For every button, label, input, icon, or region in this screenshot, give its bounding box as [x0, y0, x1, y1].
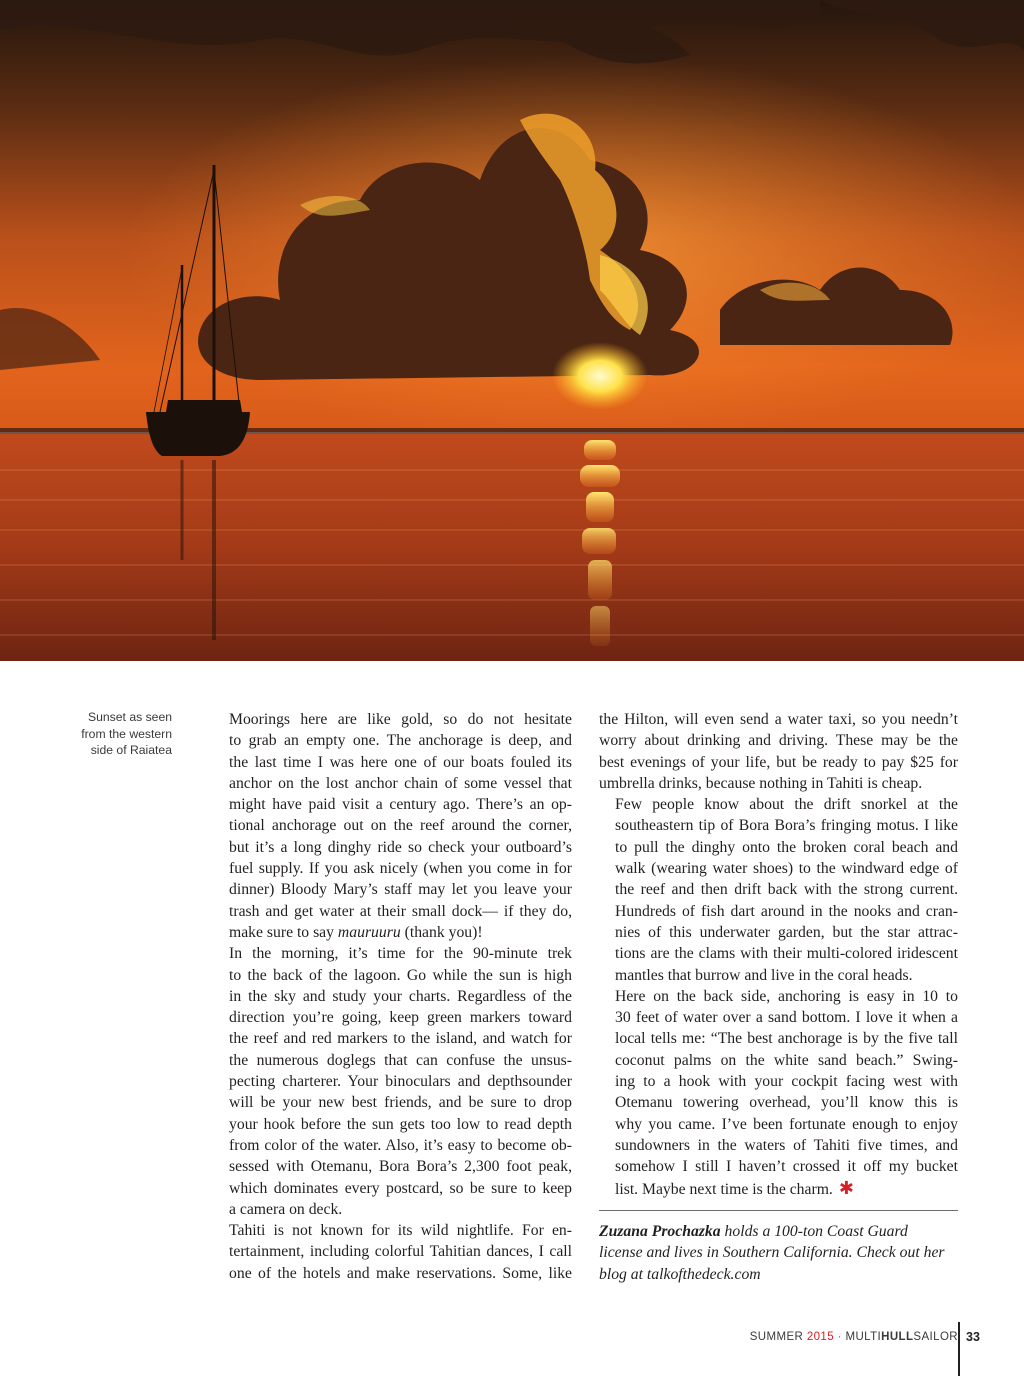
text-line: pecting charterer. Your binoculars and depthsounder — [229, 1073, 572, 1091]
text-line: best evenings of your life, but be ready to pay $25 for — [599, 753, 958, 771]
text-line: walk (wearing water shoes) to the windward edge of — [615, 860, 958, 878]
text-line: anchor on the lost anchor chain of some vessel that — [229, 774, 572, 792]
text-line: local tells me: “The best anchorage is by the five tall — [615, 1030, 958, 1048]
paragraph — [213, 709, 572, 943]
text-line: In the morning, it’s time for the 90-minute trek — [229, 945, 572, 963]
text-segment: (thank you)! — [404, 923, 483, 941]
text-line: which dominates every postcard, so be sure to keep — [229, 1179, 572, 1197]
text-line: worry about drinking and driving. These may be the — [599, 732, 958, 750]
text-line: one of the hotels and make reservations. Some, like — [229, 1264, 572, 1282]
caption-line: Sunset as seen — [87, 710, 172, 724]
text-line: why you came. I’ve been fortunate enough to enjoy — [615, 1115, 958, 1133]
text-line: tional anchorage out on the reef around the corner, — [229, 817, 572, 835]
text-line: umbrella drinks, because nothing in Tahiti is cheap. — [599, 774, 923, 792]
text-line: ing to a hook with your cockpit facing west with — [615, 1073, 958, 1091]
text-line — [213, 922, 572, 943]
bio-line — [599, 1221, 964, 1242]
text-line — [599, 1178, 958, 1200]
bio-line: license and lives in Southern California. Check out her — [599, 1244, 945, 1262]
text-line: the reef and then drift back with the strong current. — [615, 881, 958, 899]
text-segment: make sure to say — [229, 923, 334, 941]
text-segment: list. Maybe next time is the charm. — [615, 1180, 833, 1198]
paragraph — [599, 986, 958, 1200]
text-line: Hundreds of fish dart around in the nooks and cran- — [615, 902, 958, 920]
text-line: trash and get water at their small dock— if they do, — [229, 902, 572, 920]
page-number: 33 — [966, 1330, 980, 1344]
text-line: coconut palms on the white sand beach.” Swing- — [615, 1051, 958, 1069]
text-line: to the back of the lagoon. Go while the sun is high — [229, 966, 572, 984]
text-line: Here on the back side, anchoring is easy in 10 to — [615, 987, 958, 1005]
footer-separator: · — [837, 1331, 842, 1343]
text-line: the Hilton, will even send a water taxi, so you needn’t — [599, 711, 958, 728]
article-column-right — [599, 709, 958, 1200]
author-bio — [599, 1221, 964, 1285]
photo-caption — [40, 709, 172, 759]
footer-season: SUMMER — [749, 1331, 804, 1343]
italic-word: mauruuru — [337, 923, 401, 941]
bio-divider — [599, 1210, 958, 1211]
text-line: sundowners in the waters of Tahiti five times, and — [615, 1136, 958, 1154]
text-line: fuel supply. If you ask nicely (when you come in for — [229, 860, 572, 878]
text-line: Tahiti is not known for its wild nightlife. For en- — [229, 1222, 572, 1240]
text-line: your hook before the sun gets too low to read depth — [229, 1115, 572, 1133]
text-line: Otemanu towering overhead, you’ll know this is — [615, 1094, 958, 1112]
sun — [552, 342, 648, 410]
text-line: southeastern tip of Bora Bora’s fringing motus. I like — [615, 817, 958, 835]
footer-year: 2015 — [806, 1331, 835, 1343]
text-line: from color of the water. Also, it’s easy to become ob- — [229, 1136, 572, 1154]
text-line: in the sky and study your charts. Regardless of the — [229, 987, 572, 1005]
text-line: sessed with Otemanu, Bora Bora’s 2,300 foot peak, — [229, 1158, 572, 1176]
text-line: dinner) Bloody Mary’s staff may let you leave your — [229, 881, 572, 899]
text-line: somehow I still I haven’t crossed it off my bucket — [615, 1158, 958, 1176]
magazine-name — [845, 1331, 958, 1343]
text-line: tertainment, including colorful Tahitian dances, I call — [229, 1243, 572, 1261]
text-line: the last time I was here one of our boats fouled its — [229, 753, 572, 771]
text-line: tions are the clams with their multi-colored iridescent — [615, 945, 958, 963]
text-line: will be your new best friends, and be sure to drop — [229, 1094, 572, 1112]
paragraph — [213, 943, 572, 1220]
text-line: 30 feet of water over a sand bottom. I love it when a — [615, 1009, 958, 1027]
magazine-prefix: MULTI — [845, 1331, 882, 1343]
author-name: Zuzana Prochazka — [599, 1223, 721, 1240]
article-column-left — [213, 709, 572, 1284]
text-line: but it’s a long dinghy ride so check your outboard’s — [229, 838, 572, 856]
paragraph — [599, 709, 958, 794]
caption-line: from the western — [81, 726, 172, 741]
text-line: nies of this underwater garden, but the star attrac- — [615, 923, 958, 941]
text-line: the numerous doglegs that can confuse the unsus- — [229, 1051, 572, 1069]
text-line: to grab an empty one. The anchorage is deep, and — [229, 732, 572, 750]
text-line: the reef and red markers to the island, and watch for — [229, 1030, 572, 1048]
text-line: might have paid visit a century ago. There’s an op- — [229, 796, 572, 814]
caption-line: side of Raiatea — [90, 743, 172, 757]
text-line: to pull the dinghy onto the broken coral beach and — [615, 838, 958, 856]
text-line: Few people know about the drift snorkel at the — [615, 796, 958, 814]
end-mark-icon: ✱ — [838, 1177, 854, 1199]
footer-divider — [958, 1322, 960, 1376]
bio-text: holds a 100-ton Coast Guard — [724, 1223, 908, 1240]
page-footer — [750, 1331, 958, 1343]
paragraph — [213, 1220, 572, 1284]
text-line: Moorings here are like gold, so do not hesitate — [229, 711, 572, 728]
paragraph — [599, 794, 958, 986]
text-line: direction you’re going, keep green markers toward — [229, 1009, 572, 1027]
sunset-photo — [0, 0, 1024, 661]
magazine-bold: HULL — [881, 1331, 914, 1343]
magazine-suffix: SAILOR — [913, 1331, 958, 1343]
text-line: a camera on deck. — [229, 1200, 343, 1218]
text-line: mantles that burrow and live in the coral heads. — [615, 966, 913, 984]
bio-line: blog at talkofthedeck.com — [599, 1265, 761, 1283]
